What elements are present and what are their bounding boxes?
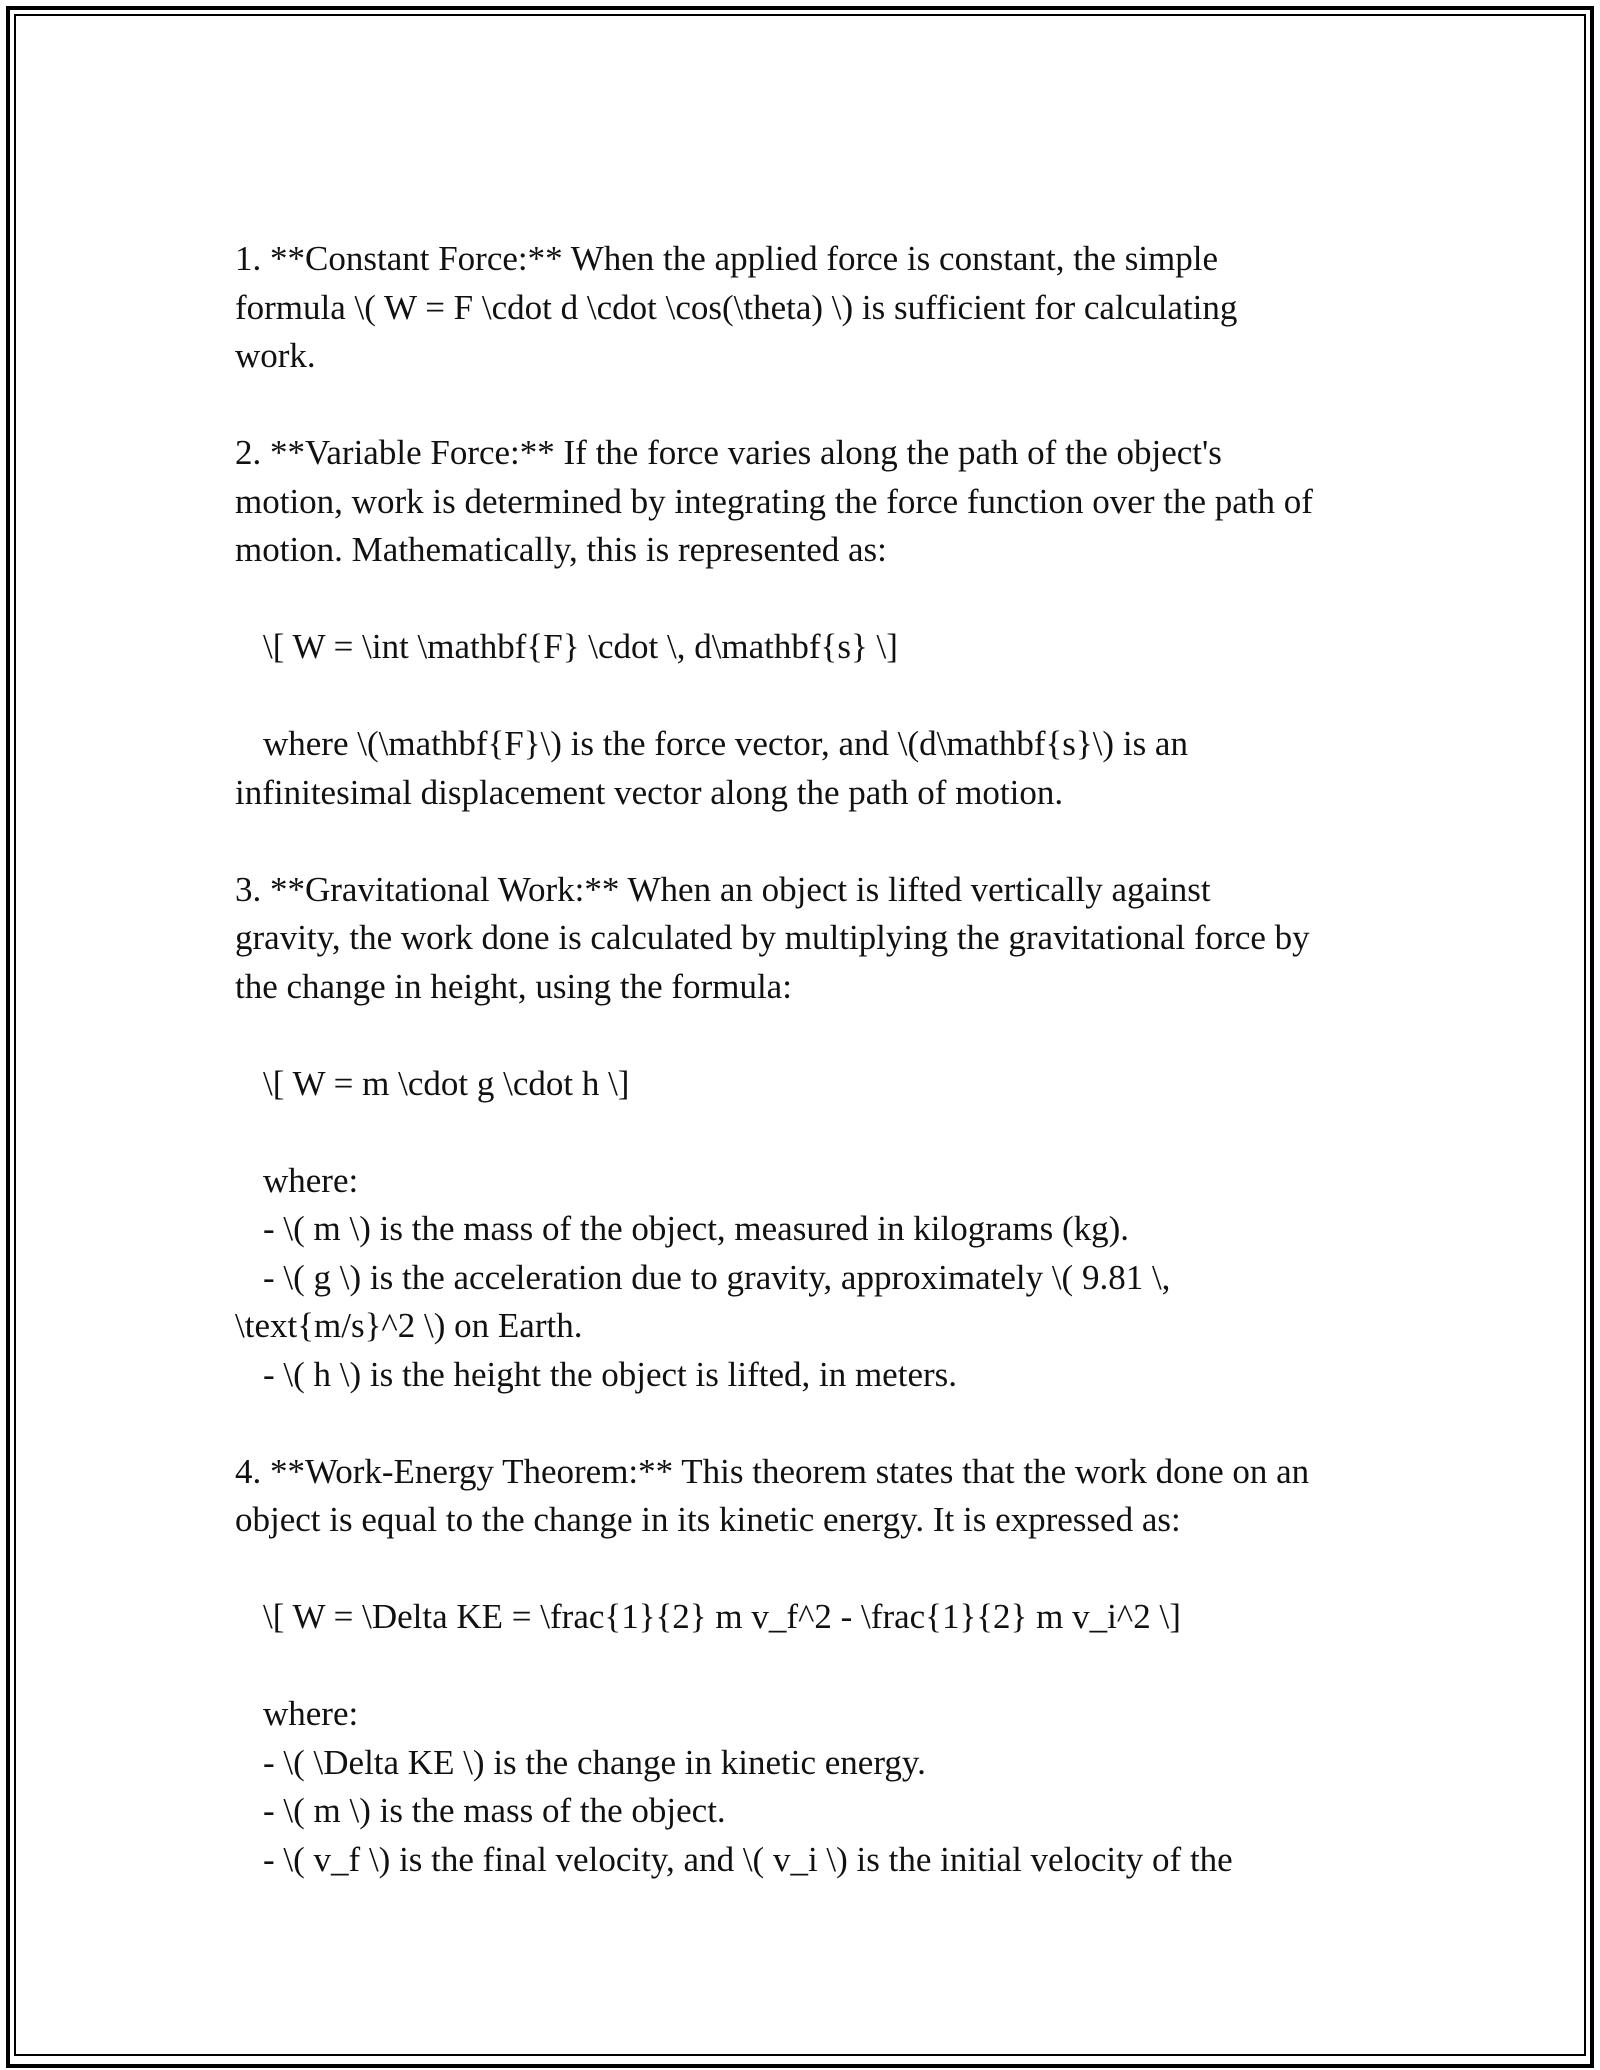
text-line: formula \( W = F \cdot d \cdot \cos(\theta) \) is sufficient for calculating xyxy=(235,287,1238,327)
text-line: - \( \Delta KE \) is the change in kinetic energy. xyxy=(263,1742,926,1782)
paragraph-gap xyxy=(235,1399,1385,1448)
paragraph xyxy=(235,1690,1385,1884)
text-line: motion. Mathematically, this is represented as: xyxy=(235,530,887,569)
paragraph-gap xyxy=(235,1108,1385,1157)
text-line: - \( g \) is the acceleration due to gravity, approximately \( 9.81 \, xyxy=(263,1257,1171,1297)
text-line: 3. **Gravitational Work:** When an object is lifted vertically against xyxy=(235,869,1211,909)
paragraph-gap xyxy=(235,672,1385,721)
paragraph-gap xyxy=(235,1545,1385,1594)
paragraph xyxy=(235,1448,1385,1545)
paragraph xyxy=(235,1060,1385,1109)
text-line: work. xyxy=(235,336,316,375)
text-line: - \( m \) is the mass of the object. xyxy=(263,1791,726,1830)
paragraph-gap xyxy=(235,1011,1385,1060)
text-line: 2. **Variable Force:** If the force varies along the path of the object's xyxy=(235,433,1222,472)
paragraph-gap xyxy=(235,817,1385,866)
text-line: object is equal to the change in its kinetic energy. It is expressed as: xyxy=(235,1500,1181,1539)
text-line: - \( h \) is the height the object is lifted, in meters. xyxy=(263,1354,958,1394)
text-line: the change in height, using the formula: xyxy=(235,966,792,1006)
paragraph xyxy=(235,1157,1385,1400)
text-line: - \( m \) is the mass of the object, measured in kilograms (kg). xyxy=(263,1209,1130,1248)
document-body xyxy=(235,235,1385,1884)
text-line: infinitesimal displacement vector along the path of motion. xyxy=(235,772,1064,812)
text-line: where: xyxy=(263,1160,359,1200)
text-line: motion, work is determined by integrating the force function over the path of xyxy=(235,481,1313,521)
text-line: where: xyxy=(263,1694,359,1733)
text-line: \text{m/s}^2 \) on Earth. xyxy=(235,1306,583,1345)
text-line: - \( v_f \) is the final velocity, and \( v_i \) is the initial velocity of the xyxy=(263,1839,1233,1879)
paragraph xyxy=(235,720,1385,817)
paragraph xyxy=(235,429,1385,575)
text-line: where \(\mathbf{F}\) is the force vector, and \(d\mathbf{s}\) is an xyxy=(263,724,1188,763)
text-line: \[ W = \int \mathbf{F} \cdot \, d\mathbf{s} \] xyxy=(263,627,898,666)
paragraph-gap xyxy=(235,1642,1385,1691)
paragraph xyxy=(235,866,1385,1012)
paragraph xyxy=(235,1593,1385,1642)
paragraph-gap xyxy=(235,575,1385,624)
text-line: 4. **Work-Energy Theorem:** This theorem states that the work done on an xyxy=(235,1451,1310,1491)
text-line: 1. **Constant Force:** When the applied force is constant, the simple xyxy=(235,239,1219,278)
text-line: \[ W = \Delta KE = \frac{1}{2} m v_f^2 - \frac{1}{2} m v_i^2 \] xyxy=(263,1597,1181,1636)
paragraph xyxy=(235,235,1385,381)
paragraph xyxy=(235,623,1385,672)
paragraph-gap xyxy=(235,381,1385,430)
text-line: \[ W = m \cdot g \cdot h \] xyxy=(263,1063,630,1103)
text-line: gravity, the work done is calculated by multiplying the gravitational force by xyxy=(235,918,1310,957)
